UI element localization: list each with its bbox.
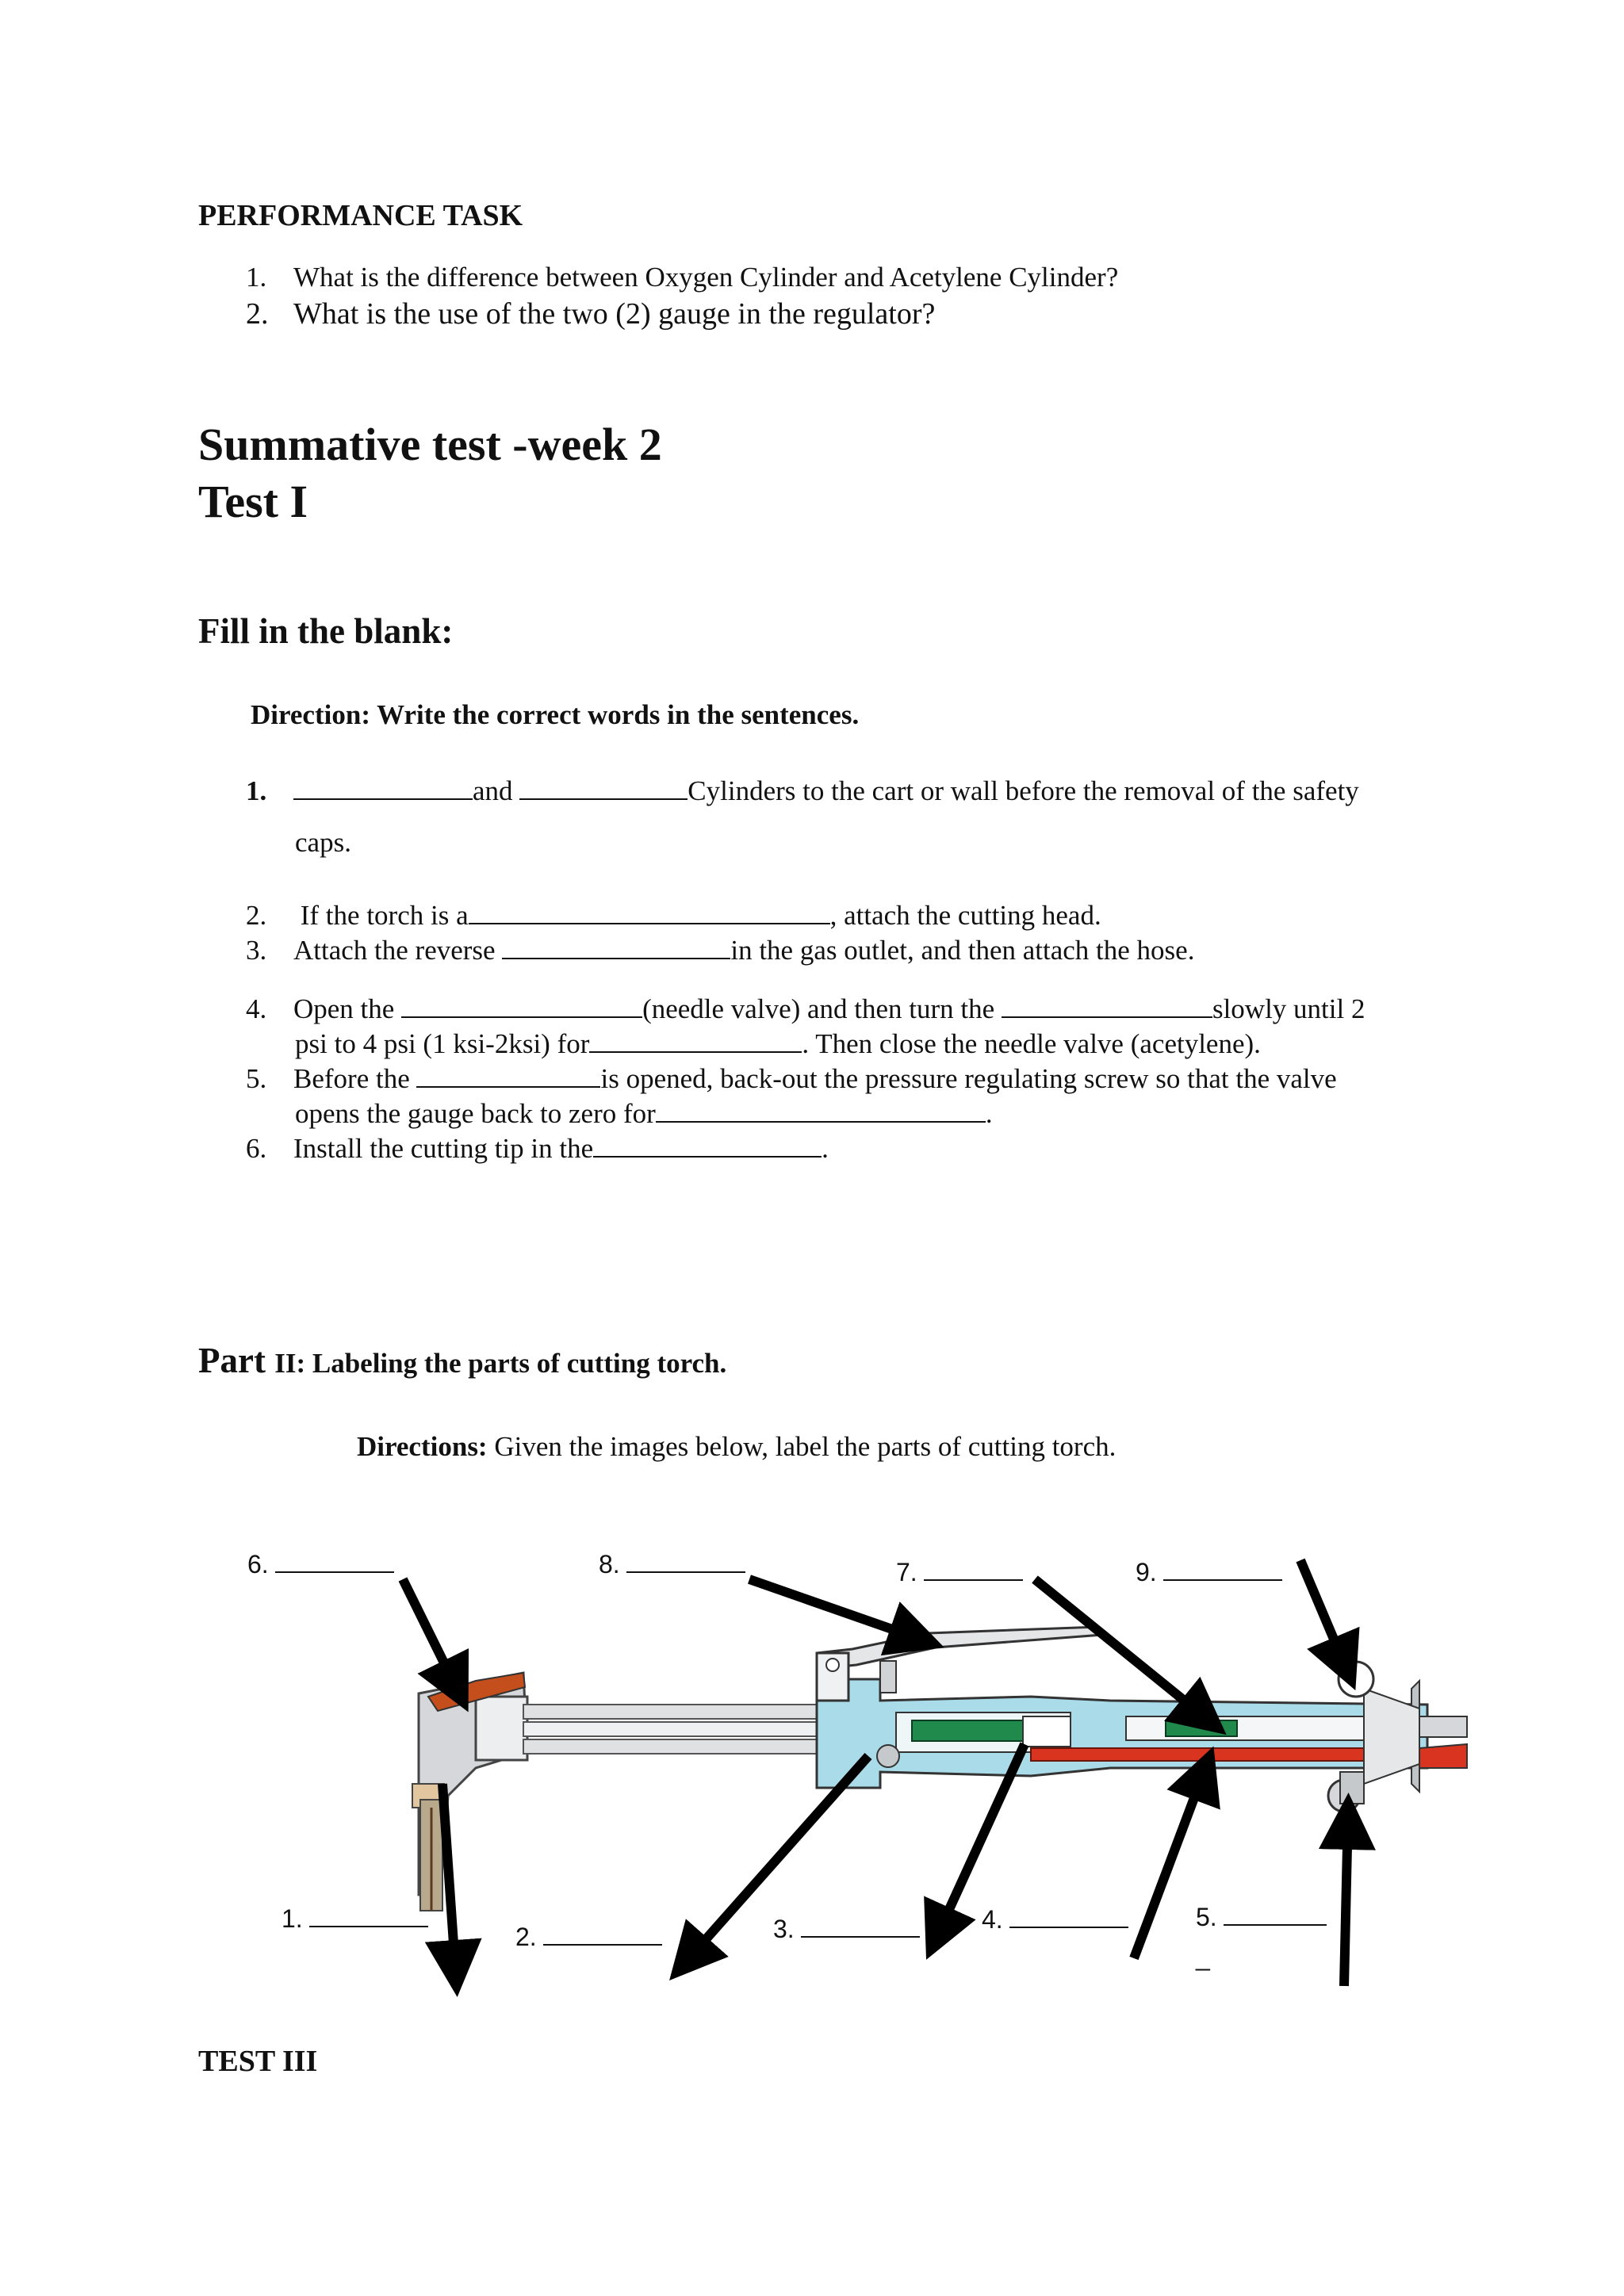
fill-item-6: [246, 1132, 829, 1165]
item-number: 5.: [246, 1063, 267, 1094]
fill-item-2: [246, 899, 1101, 932]
arrow-6: [403, 1579, 460, 1695]
fill-in-blank-heading: Fill in the blank:: [198, 611, 454, 651]
performance-task-heading: PERFORMANCE TASK: [198, 199, 523, 232]
diagram-label-8: [599, 1550, 745, 1579]
label-blank[interactable]: [1224, 1905, 1327, 1926]
label-blank[interactable]: [543, 1925, 662, 1946]
diagram-label-6: [247, 1550, 394, 1579]
item-text: opens the gauge back to zero for: [295, 1098, 656, 1129]
part2-heading-small: II: Labeling the parts of cutting torch.: [274, 1348, 727, 1379]
answer-blank[interactable]: [416, 1062, 600, 1088]
diagram-label-5: [1196, 1903, 1327, 1932]
fill-item-5: [246, 1062, 1337, 1095]
label-number: 1.: [282, 1904, 303, 1933]
direction-label: Directions:: [357, 1431, 488, 1462]
test3-heading: TEST III: [198, 2045, 318, 2078]
item-text: is opened, back-out the pressure regulating screw so that the valve: [600, 1063, 1337, 1094]
item-text: and: [473, 775, 520, 806]
item-text: slowly until 2: [1212, 993, 1365, 1024]
label-blank[interactable]: [1009, 1908, 1128, 1928]
diagram-label-4: [982, 1905, 1128, 1934]
label-blank[interactable]: [309, 1907, 428, 1927]
item-text: Attach the reverse: [293, 935, 503, 966]
arrow-9: [1300, 1560, 1348, 1673]
label-number: 5.: [1196, 1903, 1217, 1931]
torch-tubes: [523, 1705, 825, 1754]
label-number: 4.: [982, 1905, 1003, 1934]
question-text: What is the difference between Oxygen Cylinder and Acetylene Cylinder?: [293, 262, 1119, 293]
summative-title: [198, 416, 662, 530]
item-number: 4.: [246, 993, 267, 1024]
label-number: 8.: [599, 1550, 620, 1578]
item-text: in the gas outlet, and then attach the hose.: [730, 935, 1195, 966]
fill-item-4: [246, 993, 1365, 1025]
test1-direction: Direction: Write the correct words in the sentences.: [251, 699, 860, 730]
question-number: 2.: [246, 297, 269, 331]
fill-item-1-cont: caps.: [295, 827, 351, 858]
diagram-label-3: [773, 1915, 920, 1944]
answer-blank[interactable]: [502, 934, 730, 959]
arrow-8: [749, 1579, 926, 1641]
item-number: 2.: [246, 900, 267, 931]
item-number: 3.: [246, 935, 267, 966]
diagram-label-9: [1136, 1558, 1282, 1587]
question-number: 1.: [246, 262, 267, 293]
item-text: .: [985, 1098, 993, 1129]
part2-heading-big: Part: [198, 1341, 275, 1380]
diagram-label-7: [896, 1558, 1023, 1587]
cutting-torch-diagram: [0, 1530, 1624, 2038]
item-text: (needle valve) and then turn the: [642, 993, 1002, 1024]
diagram-label-1: [282, 1904, 428, 1934]
label-blank[interactable]: [924, 1560, 1023, 1581]
diagram-label-5-extra: _: [1196, 1942, 1210, 1971]
torch-head: [412, 1673, 527, 1911]
label-blank[interactable]: [1163, 1560, 1282, 1581]
item-number: 1.: [246, 775, 267, 806]
item-text: Open the: [293, 993, 402, 1024]
label-blank[interactable]: [626, 1552, 745, 1573]
label-number: 6.: [247, 1550, 269, 1578]
label-blank[interactable]: [275, 1552, 394, 1573]
label-blank[interactable]: [801, 1917, 920, 1938]
answer-blank[interactable]: [401, 993, 642, 1018]
label-number: 3.: [773, 1915, 795, 1943]
fill-item-3: [246, 934, 1194, 966]
item-text: Before the: [293, 1063, 417, 1094]
question-text: What is the use of the two (2) gauge in the regulator?: [293, 297, 936, 331]
answer-blank[interactable]: [656, 1097, 986, 1123]
answer-blank[interactable]: [589, 1027, 802, 1053]
answer-blank[interactable]: [469, 899, 830, 924]
item-text: . Then close the needle valve (acetylene).: [802, 1028, 1261, 1059]
torch-body: [817, 1679, 1427, 1792]
diagram-label-2: [515, 1923, 662, 1952]
item-text: , attach the cutting head.: [829, 900, 1101, 931]
answer-blank[interactable]: [593, 1132, 822, 1158]
item-text: Install the cutting tip in the: [293, 1133, 594, 1164]
label-number: 2.: [515, 1923, 537, 1951]
part2-direction: [357, 1431, 1116, 1463]
arrow-5: [1344, 1812, 1348, 1986]
arrow-1: [442, 1784, 456, 1978]
item-text: If the torch is a: [293, 900, 469, 931]
item-text: Cylinders to the cart or wall before the removal of the safety: [688, 775, 1359, 806]
label-number: 9.: [1136, 1558, 1157, 1586]
label-number: 7.: [896, 1558, 917, 1586]
fill-item-5-cont: [295, 1097, 993, 1130]
item-text: .: [822, 1133, 829, 1164]
summative-title-line2: Test I: [198, 476, 308, 527]
item-text: psi to 4 psi (1 ksi-2ksi) for: [295, 1028, 590, 1059]
fill-item-1: [246, 775, 1359, 807]
question-1: [246, 262, 1118, 293]
item-number: 6.: [246, 1133, 267, 1164]
answer-blank[interactable]: [519, 775, 688, 800]
question-2: [246, 297, 935, 331]
answer-blank[interactable]: [1002, 993, 1212, 1018]
fill-item-4-cont: [295, 1027, 1261, 1060]
part2-heading: [198, 1340, 726, 1381]
summative-title-line1: Summative test -week 2: [198, 419, 662, 470]
answer-blank[interactable]: [293, 775, 473, 800]
direction-text: Given the images below, label the parts of cutting torch.: [487, 1431, 1116, 1462]
